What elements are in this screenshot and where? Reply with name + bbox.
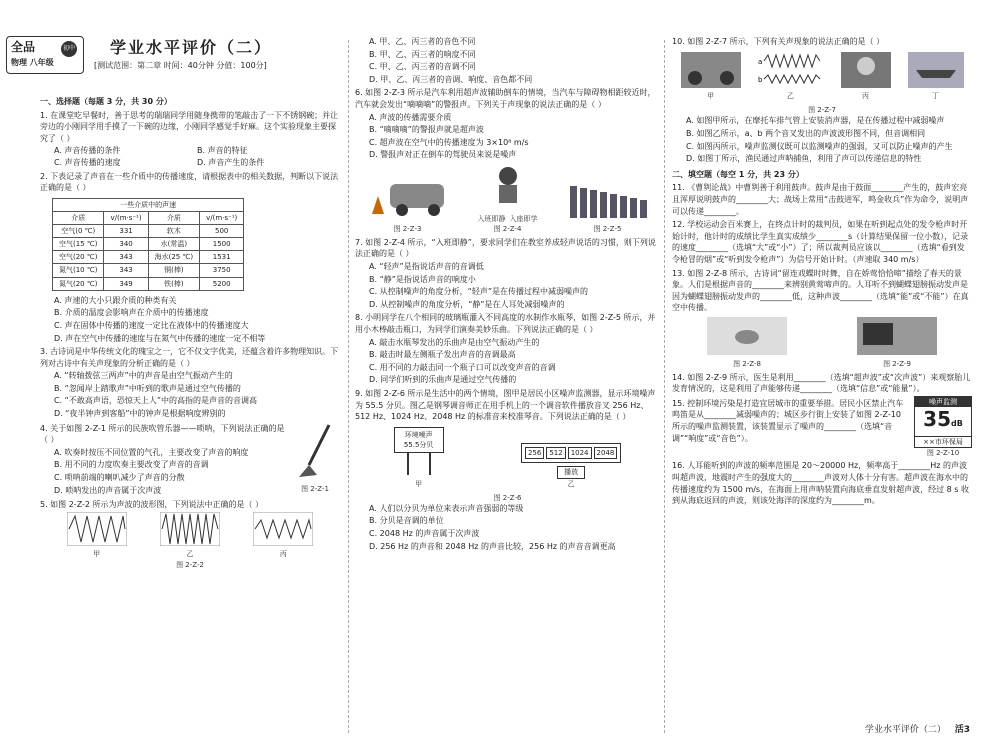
tuner-app xyxy=(521,443,621,463)
table-cell: 5200 xyxy=(200,277,244,290)
table-cell: 1500 xyxy=(200,238,244,251)
table-header: 介质 xyxy=(148,211,199,224)
fig9-caption: 图 2-Z-9 xyxy=(883,359,911,368)
water-bottles-figure xyxy=(568,174,648,220)
waveform-yi xyxy=(160,512,220,546)
brand-name: 全品 xyxy=(11,40,36,54)
table-cell: 500 xyxy=(200,225,244,238)
column-divider xyxy=(348,40,349,733)
waveform-label: 丙 xyxy=(279,550,287,559)
column-divider xyxy=(664,40,665,733)
q10-label: 甲 xyxy=(707,92,714,101)
q1-option-d: D. 声音产生的条件 xyxy=(197,157,265,167)
q3-stem: 3. 古诗词是中华传统文化的瑰宝之一，它不仅文字优美，还蕴含着许多物理知识。下列对古诗中有关声现象的分析正确的是（ ） xyxy=(40,347,339,368)
q10-label: 丙 xyxy=(862,92,869,101)
q8-option-d: D. 同学们听到的乐曲声是通过空气传播的 xyxy=(369,375,517,385)
q1-option-b: B. 声音的特征 xyxy=(197,146,248,156)
q4-option-c: C. 唢呐前端的喇叭减少了声音的分散 xyxy=(54,473,185,483)
q3-option-a: A. “转轴拨弦三两声”中的声音是由空气振动产生的 xyxy=(54,371,233,381)
waveform-label: 乙 xyxy=(186,550,194,559)
table-cell: 软木 xyxy=(148,225,199,238)
waveform-jia xyxy=(67,512,127,546)
q4-fig-caption: 图 2-Z-1 xyxy=(301,485,329,494)
table-header: 介质 xyxy=(53,211,104,224)
q10-option-c: C. 如图丙所示，噪声监测仪既可以监测噪声的强弱，又可以防止噪声的产生 xyxy=(686,141,953,151)
q8-stem: 8. 小明同学在八个相同的玻璃瓶灌入不同高度的水制作水瓶琴，如图 2-Z-5 所示，并用小木棒敲击瓶口，为同学们演奏美妙乐曲。下列说法正确的是（ ） xyxy=(355,313,656,334)
q10-option-a: A. 如图甲所示，在摩托车排气管上安装消声器，是在传播过程中减弱噪声 xyxy=(686,116,945,126)
q15-text: 15. 控制环境污染是打造宜居城市的重要举措。居民小区禁止汽车鸣笛是从________减弱噪声的；城区步行街上安装了如图 2-Z-10 所示的噪声监测装置，该装置显示了噪声的________（选填“音调”“响度”或“音色”）。 xyxy=(672,398,904,443)
q2-option-b: B. 介质的温度会影响声在介质中的传播速度 xyxy=(54,308,209,318)
q5-option-a: A. 甲、乙、丙三者的音色不同 xyxy=(369,37,476,46)
table-cell: 空气(15 ℃) xyxy=(53,238,104,251)
table-cell: 340 xyxy=(104,238,148,251)
q4-option-a: A. 吹奏时按压不同位置的气孔，主要改变了声音的响度 xyxy=(54,447,249,457)
q7-option-c: C. 从控制噪声的角度分析，“轻声”是在传播过程中减弱噪声的 xyxy=(369,287,588,297)
table-cell: 空气(0 ℃) xyxy=(53,225,104,238)
q2-stem: 2. 下表记录了声音在一些介质中的传播速度，请根据表中的相关数据，判断以下说法正确的是（ ） xyxy=(40,171,339,193)
q3-option-c: C. “不敢高声语，恐惊天上人”中的高指的是声音的音调高 xyxy=(54,396,257,406)
table-cell: 铜(棒) xyxy=(148,264,199,277)
noise-board-line2: 55.5分贝 xyxy=(403,440,434,449)
q9-option-b: B. 分贝是音调的单位 xyxy=(369,516,444,526)
footer-label: 学业水平评价（二） xyxy=(864,725,946,735)
freq-button: 2048 xyxy=(594,447,618,459)
page-number: 活3 xyxy=(954,725,970,735)
q13-14-figures xyxy=(672,317,972,369)
table-row xyxy=(53,277,244,290)
table-row xyxy=(53,264,244,277)
test-meta: [测试范围：第二章 时间：40分钟 分值：100分] xyxy=(94,61,267,70)
noise-monitor xyxy=(914,396,972,448)
figures-row-2 xyxy=(355,164,660,234)
table-cell: 343 xyxy=(104,264,148,277)
q7-option-a: A. “轻声”是指说话声音的音调低 xyxy=(369,262,484,271)
table-cell: 1531 xyxy=(200,251,244,264)
q3-option-b: B. “忽闻岸上踏歌声”中听到的歌声是通过空气传播的 xyxy=(54,383,241,393)
q5-fig-caption: 图 2-Z-2 xyxy=(176,560,204,569)
q5-stem: 5. 如图 2-Z-2 所示为声波的波形图，下列说法中正确的是（ ） xyxy=(40,500,264,510)
freq-button: 256 xyxy=(525,447,544,459)
noise-value: 35 xyxy=(923,407,951,432)
noise-monitor-title: 噪声监测 xyxy=(915,397,971,407)
q10-label: 乙 xyxy=(787,92,794,101)
fig5-caption: 图 2-Z-5 xyxy=(593,224,622,233)
page-title: 学业水平评价（二） xyxy=(110,38,273,57)
q12-text: 12. 学校运动会百米赛上，在终点计时的裁判员，如果在听到起点处的发令枪声时开始计时，他计时的成绩比学生真实成绩少________s（计算结果保留一位小数），记录的速度________（选填“大”或“小”）了；所以裁判员应该以________（选填“看到发令枪冒的烟”或“听到发令枪声”）为信号开始计时。（声速取 340 m/s） xyxy=(672,220,969,264)
q4-block xyxy=(40,421,340,498)
q10-figures xyxy=(672,52,972,102)
noise-monitor-photo xyxy=(841,52,891,88)
table-cell: 氮气(20 ℃) xyxy=(53,277,104,290)
noise-board-line1: 环境噪声 xyxy=(404,430,433,439)
q2-option-d: D. 声在空气中传播的速度与在氮气中传播的速度一定不相等 xyxy=(54,333,266,343)
table-cell: 空气(20 ℃) xyxy=(53,251,104,264)
suona-figure xyxy=(295,421,335,481)
table-cell: 343 xyxy=(104,251,148,264)
speed-table-caption: 一些介质中的声速 xyxy=(53,198,244,211)
q10-option-d: D. 如图丁所示，渔民通过声呐捕鱼，利用了声可以传递信息的特性 xyxy=(686,154,922,164)
q6-option-d: D. 警报声对正在倒车的驾驶员来说是噪声 xyxy=(369,150,517,160)
q4-option-b: B. 用不同的力度吹奏主要改变了声音的音调 xyxy=(54,460,209,470)
q5-option-b: B. 甲、乙、丙三者的响度不同 xyxy=(369,49,476,59)
q11-text: 11. 《曹刿论战》中曹刿善于利用鼓声。鼓声是由于鼓面________产生的，鼓声宏亮且浑厚说明鼓声的________大；战场上常用“击鼓进军，鸣金收兵”作为命令，说明声可以传递________。 xyxy=(672,183,969,216)
q9-label: 乙 xyxy=(567,479,575,488)
q6-stem: 6. 如图 2-Z-3 所示是汽车利用超声波辅助倒车的情境，当汽车与障碍物相距较近时，汽车就会发出“嘀嘀嘀”的警报声。下列关于声现象的说法正确的是（ ） xyxy=(355,88,656,109)
table-cell: 349 xyxy=(104,277,148,290)
q2-option-a: A. 声速的大小只跟介质的种类有关 xyxy=(54,295,177,305)
tuning-fork-waves xyxy=(758,52,824,88)
q3-option-d: D. “夜半钟声到客船”中的钟声是根据响度辨别的 xyxy=(54,409,226,419)
q4-option-d: D. 唢呐发出的声音属于次声波 xyxy=(54,485,162,495)
q6-option-b: B. “嘀嘀嘀”的警报声就是超声波 xyxy=(369,125,484,135)
waveform-label: 甲 xyxy=(93,550,101,559)
q7-stem: 7. 如图 2-Z-4 所示，“入班即静”，要求同学们在教室养成轻声说话的习惯，则下列说法正确的是（ ） xyxy=(355,237,656,259)
q13-text: 13. 如图 2-Z-8 所示，古诗词“留连戏蝶时时舞，自在娇莺恰恰啼”描绘了春天的景象。人们是根据声音的________来辨别黄莺啼声的。人耳听不到蝴蝶翅膀振动发声是因为蝴蝶翅膀振动发声的________低，这种声波________（选填“能”或“不能”）在真空中传播。 xyxy=(672,268,969,313)
subject-label: 物理 八年级 xyxy=(11,58,54,67)
reversing-car-figure xyxy=(368,174,448,220)
q6-option-c: C. 超声波在空气中的传播速度为 3×10⁸ m/s xyxy=(369,137,529,147)
sonar-fishing-photo xyxy=(908,52,964,88)
level-badge: 初中 xyxy=(61,41,77,57)
fig10-caption: 图 2-Z-10 xyxy=(926,449,960,458)
table-header: v/(m·s⁻¹) xyxy=(200,211,244,224)
play-button: 播放 xyxy=(557,466,585,478)
q7-option-d: D. 从控制噪声的角度分析，“静”是在人耳处减弱噪声的 xyxy=(369,299,565,309)
q9-figures xyxy=(355,427,660,489)
table-row xyxy=(53,251,244,264)
quiet-class-figure xyxy=(473,164,543,210)
column-2 xyxy=(355,36,660,743)
q9-option-a: A. 人们以分贝为单位来表示声音强弱的等级 xyxy=(369,503,524,513)
q8-option-c: C. 用不同的力敲击同一个瓶子口可以改变声音的音调 xyxy=(369,362,556,372)
q9-stem: 9. 如图 2-Z-6 所示是生活中的两个情境，图甲是居民小区噪声监测器，显示环境噪声为 55.5 分贝。图乙是钢琴调音师正在用手机上的一个调音软件播放音叉 256 Hz、512 Hz、1024 Hz、2048 Hz 的标准音来校准琴音。下列说法正确的是（ ） xyxy=(355,388,656,422)
section-fill-title: 二、填空题（每空 1 分，共 23 分） xyxy=(672,169,804,179)
section-choice-title: 一、选择题（每题 3 分，共 30 分） xyxy=(40,97,172,106)
q7-option-b: B. “静”是指说话声音的响度小 xyxy=(369,274,476,284)
q9-label: 甲 xyxy=(415,479,423,488)
q5-option-d: D. 甲、乙、丙三者的音调、响度、音色都不同 xyxy=(369,74,533,84)
freq-button: 1024 xyxy=(568,447,592,459)
wave-a-label: a xyxy=(757,57,762,66)
q10-stem: 10. 如图 2-Z-7 所示，下列有关声现象的说法正确的是（ ） xyxy=(672,37,885,46)
motorcycle-photo xyxy=(681,52,741,88)
q9-option-c: C. 2048 Hz 的声音属于次声波 xyxy=(369,529,480,539)
q1-option-a: A. 声音传播的条件 xyxy=(54,146,121,156)
sign-text: 入班即静 xyxy=(477,214,506,223)
noise-unit: dB xyxy=(951,419,963,429)
table-cell: 铁(棒) xyxy=(148,277,199,290)
page-footer xyxy=(865,724,970,737)
fig3-caption: 图 2-Z-3 xyxy=(393,224,422,233)
q1-stem: 1. 在课堂吃早餐时，善于思考的瑞瑞同学用随身携带的笔敲击了一下不锈钢碗；并让旁边的小刚同学用手摸了一下碗的边缘，小刚同学感觉手好麻。这个实验现象主要探究了（ ） xyxy=(40,110,339,143)
table-cell: 海水(25 ℃) xyxy=(148,251,199,264)
noise-board xyxy=(394,427,444,453)
q16-text: 16. 人耳能听到的声波的频率范围是 20～20000 Hz，频率高于________Hz 的声波叫超声波，地震时产生的强度大的________声波对人体十分有害。超声波在海水中的传播速度约为 1500 m/s，在海面上用声呐装置向海底垂直发射超声波，经过 8 s 收到从海底返回的声波，则该处海洋的深度约为________m。 xyxy=(672,461,969,506)
waveform-bing xyxy=(253,512,313,546)
q5-option-c: C. 甲、乙、丙三者的音调不同 xyxy=(369,62,476,72)
table-cell: 331 xyxy=(104,225,148,238)
q10-option-b: B. 如图乙所示，a、b 两个音叉发出的声波波形图不同，但音调相同 xyxy=(686,129,926,139)
table-row xyxy=(53,225,244,238)
q4-stem: 4. 关于如图 2-Z-1 所示的民族吹管乐器——唢呐，下列说法正确的是（ ） xyxy=(40,423,285,445)
q14-text: 14. 如图 2-Z-9 所示，医生是利用________（选填“超声波”或“次声波”）来观察胎儿发育情况的，这是利用了声能够传递________（选填“信息”或“能量”）。 xyxy=(672,372,971,394)
q8-option-a: A. 敲击水瓶琴发出的乐曲声是由空气振动产生的 xyxy=(369,337,540,347)
ultrasound-photo xyxy=(857,317,937,355)
q9-option-d: D. 256 Hz 的声音和 2048 Hz 的声音比较，256 Hz 的声音音调更高 xyxy=(369,541,616,551)
speed-table xyxy=(52,198,244,291)
column-1 xyxy=(40,92,340,743)
fig8-caption: 图 2-Z-8 xyxy=(733,359,761,368)
table-row xyxy=(53,238,244,251)
table-header: v/(m·s⁻¹) xyxy=(104,211,148,224)
table-cell: 氮气(10 ℃) xyxy=(53,264,104,277)
oriole-photo xyxy=(707,317,787,355)
board-stand xyxy=(394,453,444,475)
q2-option-c: C. 声在固体中传播的速度一定比在液体中的传播速度大 xyxy=(54,320,249,330)
column-3 xyxy=(672,36,972,743)
freq-button: 512 xyxy=(546,447,565,459)
q10-label: 丁 xyxy=(932,92,939,101)
table-cell: 3750 xyxy=(200,264,244,277)
q15-block xyxy=(672,396,972,458)
table-cell: 水(常温) xyxy=(148,238,199,251)
q6-option-a: A. 声波的传播需要介质 xyxy=(369,112,452,122)
brand-logo xyxy=(6,36,84,74)
q1-option-c: C. 声音传播的速度 xyxy=(54,157,121,167)
sign-text: 入座即学 xyxy=(509,214,538,223)
q8-option-b: B. 敲击时最左侧瓶子发出声音的音调最高 xyxy=(369,350,516,360)
q10-fig-caption: 图 2-Z-7 xyxy=(808,106,836,115)
q9-fig-caption: 图 2-Z-6 xyxy=(493,493,522,502)
waveforms xyxy=(40,512,340,560)
noise-org: ××市环保局 xyxy=(915,436,971,447)
fig4-caption: 图 2-Z-4 xyxy=(493,224,522,233)
wave-b-label: b xyxy=(757,75,762,84)
